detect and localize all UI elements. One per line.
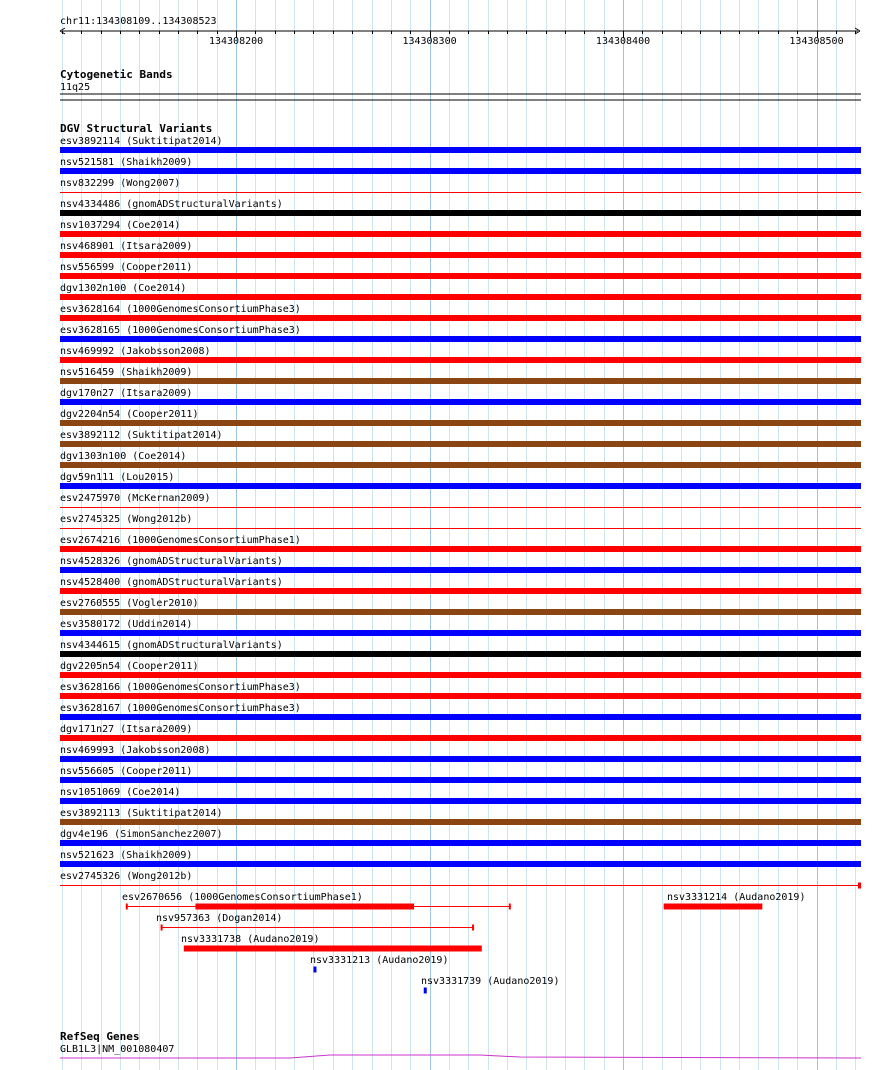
variant-label: dgv4e196 (SimonSanchez2007) [60,829,223,840]
variant-feature[interactable] [60,241,861,258]
variant-feature[interactable] [60,178,861,193]
variant-bar [60,588,861,594]
cytogenetic-bands-title: Cytogenetic Bands [60,68,173,81]
variant-label: esv3892112 (Suktitipat2014) [60,430,223,441]
variant-feature[interactable] [60,157,861,174]
ruler-ticks [63,31,856,47]
variant-feature[interactable] [421,976,559,994]
variant-feature[interactable] [60,766,861,783]
variant-label: nsv3331739 (Audano2019) [421,976,560,987]
variant-bar [60,273,861,279]
variant-label: nsv468901 (Itsara2009) [60,241,193,252]
variant-bar [60,672,861,678]
variant-label: nsv957363 (Dogan2014) [156,913,283,924]
variant-label: nsv3331214 (Audano2019) [667,892,806,903]
variant-label: esv2670656 (1000GenomesConsortiumPhase1) [122,892,363,903]
variant-feature[interactable] [664,892,806,910]
variant-label: esv3892113 (Suktitipat2014) [60,808,223,819]
tick-label: 134308300 [402,36,457,47]
variant-feature[interactable] [60,472,861,489]
variant-bar [60,798,861,804]
variant-bar [60,630,861,636]
variant-label: nsv516459 (Shaikh2009) [60,367,193,378]
variant-feature[interactable] [60,451,861,468]
variant-label: esv2674216 (1000GenomesConsortiumPhase1) [60,535,301,546]
variant-end-cap [509,904,511,910]
variant-bar [60,756,861,762]
variant-feature[interactable] [60,367,861,384]
variant-feature[interactable] [60,787,861,804]
refseq-track-title: RefSeq Genes [60,1030,140,1043]
variant-label: esv2475970 (McKernan2009) [60,493,211,504]
variant-label: dgv170n27 (Itsara2009) [60,388,193,399]
variant-bar [60,462,861,468]
variant-feature[interactable] [60,577,861,594]
tick-label: 134308400 [595,36,651,47]
variant-start-cap [126,904,128,910]
variant-label: nsv469992 (Jakobsson2008) [60,346,211,357]
variant-feature[interactable] [60,619,861,636]
variant-label: esv3628164 (1000GenomesConsortiumPhase3) [60,304,301,315]
variant-label: nsv521623 (Shaikh2009) [60,850,193,861]
variant-label: nsv1051069 (Coe2014) [60,787,181,798]
variant-bar [60,840,861,846]
variant-feature[interactable] [60,829,861,846]
variant-label: dgv171n27 (Itsara2009) [60,724,193,735]
variant-feature[interactable] [60,640,861,657]
variant-bar [60,399,861,405]
cytogenetic-bands-track[interactable] [60,68,861,100]
variant-bar [195,904,414,910]
variant-label: nsv521581 (Shaikh2009) [60,157,193,168]
refseq-genes-track[interactable] [60,1030,861,1058]
variant-bar [184,946,482,952]
variant-label: nsv832299 (Wong2007) [60,178,181,189]
tick-label: 134308500 [789,36,844,47]
gene-feature-line[interactable] [60,1055,861,1058]
variant-bar [60,294,861,300]
variant-feature[interactable] [181,934,482,952]
variant-label: nsv556605 (Cooper2011) [60,766,193,777]
dgv-track-title: DGV Structural Variants [60,122,213,135]
variant-bar [60,651,861,657]
variant-label: esv3892114 (Suktitipat2014) [60,136,223,147]
variant-bar [60,378,861,384]
region-label: chr11:134308109..134308523 [60,16,217,27]
variant-feature[interactable] [60,430,861,447]
variant-label: esv3628165 (1000GenomesConsortiumPhase3) [60,325,301,336]
variant-bar [60,441,861,447]
variant-start-cap [161,925,163,931]
variant-feature[interactable] [60,493,861,508]
variant-label: esv3628167 (1000GenomesConsortiumPhase3) [60,703,301,714]
variant-feature[interactable] [60,703,861,720]
variant-bar [60,210,861,216]
variant-bar [424,988,427,994]
variant-label: nsv4528326 (gnomADStructuralVariants) [60,556,283,567]
variant-feature[interactable] [156,913,474,931]
variant-label: nsv1037294 (Coe2014) [60,220,181,231]
full-span-variant-list [60,136,861,889]
variant-bar [60,252,861,258]
variant-feature[interactable] [60,388,861,405]
variant-bar [60,609,861,615]
variant-feature[interactable] [310,955,448,973]
tick-label: 134308200 [208,36,264,47]
variant-bar [60,483,861,489]
variant-feature[interactable] [60,136,861,153]
variant-label: dgv59n111 (Lou2015) [60,472,175,483]
variant-label: esv3628166 (1000GenomesConsortiumPhase3) [60,682,301,693]
variant-feature[interactable] [60,808,861,825]
variant-label: esv2745325 (Wong2012b) [60,514,193,525]
variant-feature[interactable] [60,850,861,867]
variant-bar [60,819,861,825]
variant-bar [60,735,861,741]
variant-feature[interactable] [122,892,511,910]
variant-label: nsv4528400 (gnomADStructuralVariants) [60,577,283,588]
variant-label: dgv1303n100 (Coe2014) [60,451,187,462]
variant-bar [664,904,763,910]
variant-label: nsv4344615 (gnomADStructuralVariants) [60,640,283,651]
variant-bar [60,231,861,237]
variant-bar [60,714,861,720]
variant-bar [60,861,861,867]
variant-bar [60,777,861,783]
variant-label: nsv3331213 (Audano2019) [310,955,449,966]
variant-label: nsv469993 (Jakobsson2008) [60,745,211,756]
variant-end-cap [472,925,474,931]
variant-feature[interactable] [60,409,861,426]
variant-bar [60,315,861,321]
variant-bar [60,693,861,699]
variant-feature[interactable] [60,682,861,699]
variant-bar [60,567,861,573]
variant-feature[interactable] [60,724,861,741]
variant-feature[interactable] [60,283,861,300]
variant-label: dgv2205n54 (Cooper2011) [60,661,199,672]
variant-feature[interactable] [60,598,861,615]
variant-label: nsv3331738 (Audano2019) [181,934,320,945]
variant-feature[interactable] [60,871,861,889]
variant-feature[interactable] [60,325,861,342]
variant-feature[interactable] [60,535,861,552]
cytoband-label: 11q25 [60,82,91,93]
variant-label: esv3580172 (Uddin2014) [60,619,193,630]
variant-bar [60,357,861,363]
refseq-gene-label: GLB1L3|NM_001080407 [60,1044,175,1055]
variant-feature[interactable] [60,556,861,573]
partial-variant-list [122,892,805,994]
variant-label: dgv1302n100 (Coe2014) [60,283,187,294]
variant-feature[interactable] [60,661,861,678]
variant-bar [60,546,861,552]
variant-bar [60,420,861,426]
variant-feature[interactable] [60,220,861,237]
dgv-structural-variants-track[interactable] [60,122,861,994]
variant-feature[interactable] [60,262,861,279]
variant-feature[interactable] [60,514,861,529]
variant-feature[interactable] [60,199,861,216]
variant-label: nsv556599 (Cooper2011) [60,262,193,273]
variant-feature[interactable] [60,304,861,321]
variant-bar [60,147,861,153]
variant-bar [313,967,316,973]
variant-end-cap [858,883,861,889]
variant-label: nsv4334486 (gnomADStructuralVariants) [60,199,283,210]
variant-bar [60,336,861,342]
variant-label: dgv2204n54 (Cooper2011) [60,409,199,420]
variant-feature[interactable] [60,745,861,762]
variant-bar [60,168,861,174]
variant-label: esv2745326 (Wong2012b) [60,871,193,882]
variant-label: esv2760555 (Vogler2010) [60,598,199,609]
variant-feature[interactable] [60,346,861,363]
